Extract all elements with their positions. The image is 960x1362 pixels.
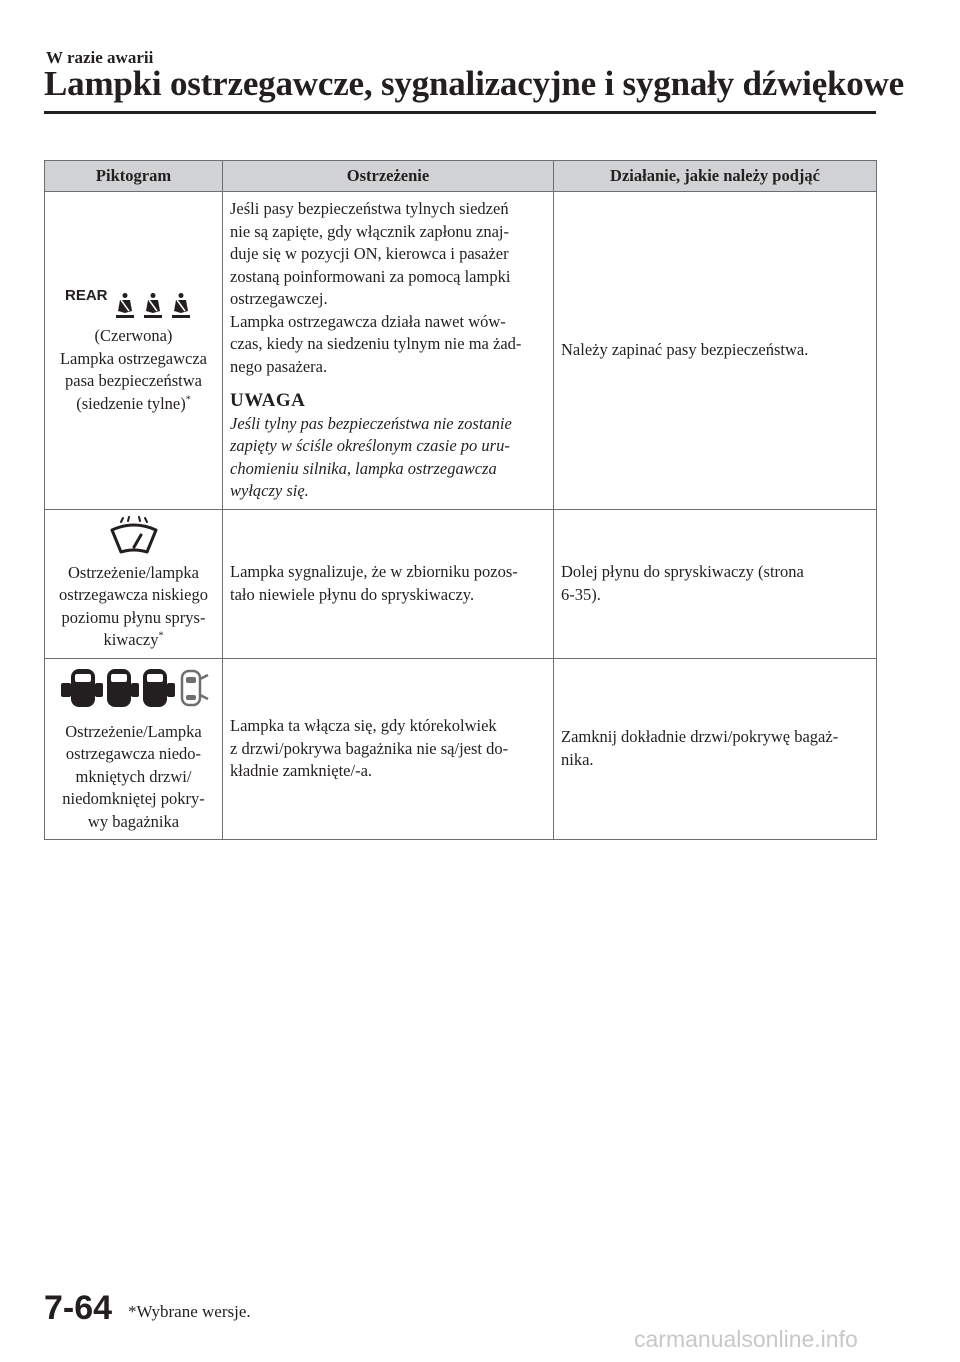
note-heading: UWAGA	[230, 390, 306, 411]
warning-line: nie są zapięte, gdy włącznik zapłonu znaj-	[230, 221, 510, 241]
page-title: Lampki ostrzegawcze, sygnalizacyjne i sygnały dźwiękowe	[44, 64, 905, 103]
note-line: zapięty w ściśle określonym czasie po uru-	[230, 436, 510, 455]
footnote-mark: *	[158, 630, 164, 642]
warning-line: kładnie zamknięte/-a.	[230, 761, 373, 780]
caption-line: poziomu płynu sprys-	[61, 607, 206, 627]
note-line: chomieniu silnika, lampka ostrzegawcza	[230, 458, 497, 478]
page-number: 7-64	[44, 1289, 113, 1327]
caption-line: Ostrzeżenie/lampka	[67, 562, 200, 582]
warning-cell	[223, 192, 554, 510]
caption-line: ostrzegawcza niedo-	[65, 744, 202, 763]
rear-seatbelt-warning-icon	[64, 285, 204, 319]
title-rule	[44, 111, 876, 114]
watermark: carmanualsonline.info	[634, 1326, 858, 1352]
caption-line: Ostrzeżenie/Lampka	[65, 721, 202, 741]
warning-line: ostrzegawczej.	[230, 289, 328, 308]
warning-line: z drzwi/pokrywa bagażnika nie są/jest do-	[230, 738, 509, 758]
caption-line: wy bagażnika	[87, 811, 180, 831]
warning-line: Jeśli pasy bezpieczeństwa tylnych siedzeń	[230, 199, 509, 218]
caption-line: (siedzenie tylne)*	[76, 393, 191, 413]
warning-line: Lampka sygnalizuje, że w zbiorniku pozos-	[230, 562, 518, 581]
caption-line: pasa bezpieczeństwa	[65, 371, 202, 391]
warning-line: tało niewiele płynu do spryskiwaczy.	[230, 584, 475, 604]
pictogram-cell	[45, 509, 223, 658]
warning-cell	[223, 658, 554, 840]
warning-lamps-table	[44, 160, 877, 840]
caption-line: Lampka ostrzegawcza	[59, 348, 208, 368]
pictogram-cell	[45, 658, 223, 840]
column-header-action: Działanie, jakie należy podjąć	[554, 161, 877, 192]
caption-line: (Czerwona)	[94, 326, 173, 346]
note-line: Jeśli tylny pas bezpieczeństwa nie zostanie	[230, 413, 512, 433]
caption-line: niedomkniętej pokry-	[62, 789, 205, 808]
action-line: Należy zapinać pasy bezpieczeństwa.	[561, 340, 809, 359]
column-header-warning: Ostrzeżenie	[223, 161, 554, 192]
table-row	[45, 509, 877, 658]
note-line: wyłączy się.	[230, 481, 309, 500]
column-header-pictogram: Piktogram	[45, 161, 223, 192]
note-text	[230, 413, 546, 503]
svg-text:REAR: REAR	[64, 287, 108, 305]
door-open-icon	[59, 665, 209, 715]
action-cell	[554, 658, 877, 840]
action-line: Dolej płynu do spryskiwaczy (strona	[561, 562, 804, 581]
caption-line: mkniętych drzwi/	[75, 766, 192, 786]
washer-fluid-icon	[107, 516, 161, 556]
warning-line: zostaną poinformowani za pomocą lampki	[230, 266, 511, 286]
section-label: W razie awarii	[46, 48, 154, 67]
table-row	[45, 658, 877, 840]
caption-line: kiwaczy*	[103, 630, 164, 649]
warning-line: Lampka ta włącza się, gdy którekolwiek	[230, 716, 497, 735]
footnote-mark: *	[185, 394, 191, 406]
action-cell	[554, 509, 877, 658]
warning-line: czas, kiedy na siedzeniu tylnym nie ma żad-	[230, 334, 522, 353]
action-cell	[554, 192, 877, 510]
pictogram-cell	[45, 192, 223, 510]
action-line: nika.	[561, 749, 594, 769]
warning-line: Lampka ostrzegawcza działa nawet wów-	[230, 311, 506, 331]
action-line: Zamknij dokładnie drzwi/pokrywę bagaż-	[561, 727, 839, 747]
action-line: 6-35).	[561, 584, 601, 604]
warning-line: duje się w pozycji ON, kierowca i pasażer	[230, 244, 509, 263]
caption-line: ostrzegawcza niskiego	[59, 585, 208, 604]
warning-cell	[223, 509, 554, 658]
table-header-row	[45, 161, 877, 192]
table-row	[45, 192, 877, 510]
footnote: *Wybrane wersje.	[128, 1302, 251, 1321]
warning-line: nego pasażera.	[230, 356, 328, 376]
